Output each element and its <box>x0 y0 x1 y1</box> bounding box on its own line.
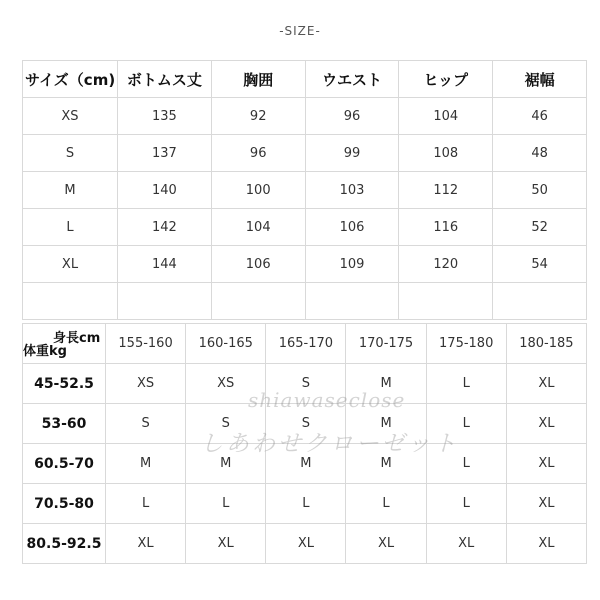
table-cell: 96 <box>211 135 305 172</box>
empty-cell <box>23 283 118 320</box>
size-chart-table <box>22 60 587 320</box>
table-cell: 112 <box>399 172 493 209</box>
table-cell: 92 <box>211 98 305 135</box>
column-header: サイズ（cm) <box>23 61 118 98</box>
table-cell: 120 <box>399 246 493 283</box>
table-row <box>23 135 587 172</box>
table-cell: 50 <box>493 172 587 209</box>
recommended-size-cell: XL <box>506 524 586 564</box>
corner-cell <box>23 324 106 364</box>
table-cell: 116 <box>399 209 493 246</box>
height-range-header: 170-175 <box>346 324 426 364</box>
table-cell: 142 <box>118 209 212 246</box>
recommended-size-cell: M <box>186 444 266 484</box>
table-cell: 54 <box>493 246 587 283</box>
empty-cell <box>211 283 305 320</box>
weight-range-label: 45-52.5 <box>23 364 106 404</box>
height-range-header: 160-165 <box>186 324 266 364</box>
height-range-header: 180-185 <box>506 324 586 364</box>
table-cell: 99 <box>305 135 399 172</box>
table-cell: 103 <box>305 172 399 209</box>
size-label: XS <box>23 98 118 135</box>
column-header: ヒップ <box>399 61 493 98</box>
recommended-size-cell: XL <box>506 484 586 524</box>
recommended-size-cell: XL <box>426 524 506 564</box>
table-cell: 109 <box>305 246 399 283</box>
height-range-header: 165-170 <box>266 324 346 364</box>
empty-cell <box>118 283 212 320</box>
table-row <box>23 524 587 564</box>
table-cell: 137 <box>118 135 212 172</box>
empty-cell <box>305 283 399 320</box>
size-label: S <box>23 135 118 172</box>
table-cell: 52 <box>493 209 587 246</box>
column-header: ボトムス丈 <box>118 61 212 98</box>
weight-range-label: 80.5-92.5 <box>23 524 106 564</box>
table-row <box>23 172 587 209</box>
recommended-size-cell: XS <box>186 364 266 404</box>
weight-range-label: 70.5-80 <box>23 484 106 524</box>
recommended-size-cell: XL <box>506 444 586 484</box>
recommended-size-cell: XL <box>106 524 186 564</box>
recommended-size-cell: L <box>426 404 506 444</box>
table-cell: 140 <box>118 172 212 209</box>
size-label: M <box>23 172 118 209</box>
table-cell: 104 <box>399 98 493 135</box>
size-label: L <box>23 209 118 246</box>
table-cell: 104 <box>211 209 305 246</box>
recommended-size-cell: M <box>106 444 186 484</box>
table-cell: 135 <box>118 98 212 135</box>
table-row <box>23 444 587 484</box>
table-row <box>23 246 587 283</box>
weight-label: 体重kg <box>23 344 67 359</box>
height-range-header: 155-160 <box>106 324 186 364</box>
size-guide-table <box>22 323 587 564</box>
table-cell: 108 <box>399 135 493 172</box>
recommended-size-cell: M <box>346 404 426 444</box>
recommended-size-cell: XS <box>106 364 186 404</box>
recommended-size-cell: M <box>346 444 426 484</box>
recommended-size-cell: L <box>186 484 266 524</box>
recommended-size-cell: S <box>266 364 346 404</box>
recommended-size-cell: S <box>186 404 266 444</box>
recommended-size-cell: M <box>346 364 426 404</box>
recommended-size-cell: L <box>266 484 346 524</box>
table-cell: 46 <box>493 98 587 135</box>
recommended-size-cell: XL <box>346 524 426 564</box>
recommended-size-cell: S <box>266 404 346 444</box>
size-table-header-row <box>23 61 587 98</box>
table-row <box>23 364 587 404</box>
size-guide-header-row <box>23 324 587 364</box>
recommended-size-cell: S <box>106 404 186 444</box>
column-header: 胸囲 <box>211 61 305 98</box>
table-cell: 96 <box>305 98 399 135</box>
recommended-size-cell: XL <box>266 524 346 564</box>
recommended-size-cell: L <box>426 484 506 524</box>
recommended-size-cell: L <box>106 484 186 524</box>
table-cell: 144 <box>118 246 212 283</box>
column-header: ウエスト <box>305 61 399 98</box>
recommended-size-cell: XL <box>506 404 586 444</box>
table-row <box>23 404 587 444</box>
watermark-latin: shiawaseclose <box>248 388 406 412</box>
table-cell: 48 <box>493 135 587 172</box>
recommended-size-cell: L <box>426 364 506 404</box>
table-cell: 106 <box>211 246 305 283</box>
column-header: 裾幅 <box>493 61 587 98</box>
empty-cell <box>399 283 493 320</box>
size-label: XL <box>23 246 118 283</box>
watermark-japanese: しあわせクローゼット <box>200 431 460 457</box>
table-row <box>23 209 587 246</box>
recommended-size-cell: XL <box>506 364 586 404</box>
recommended-size-cell: M <box>266 444 346 484</box>
height-range-header: 175-180 <box>426 324 506 364</box>
weight-range-label: 60.5-70 <box>23 444 106 484</box>
table-row <box>23 484 587 524</box>
height-label: 身長cm <box>53 331 101 346</box>
recommended-size-cell: L <box>426 444 506 484</box>
table-cell: 100 <box>211 172 305 209</box>
recommended-size-cell: L <box>346 484 426 524</box>
weight-range-label: 53-60 <box>23 404 106 444</box>
table-cell: 106 <box>305 209 399 246</box>
recommended-size-cell: XL <box>186 524 266 564</box>
empty-row <box>23 283 587 320</box>
empty-cell <box>493 283 587 320</box>
page-title: -SIZE- <box>279 24 321 38</box>
table-row <box>23 98 587 135</box>
